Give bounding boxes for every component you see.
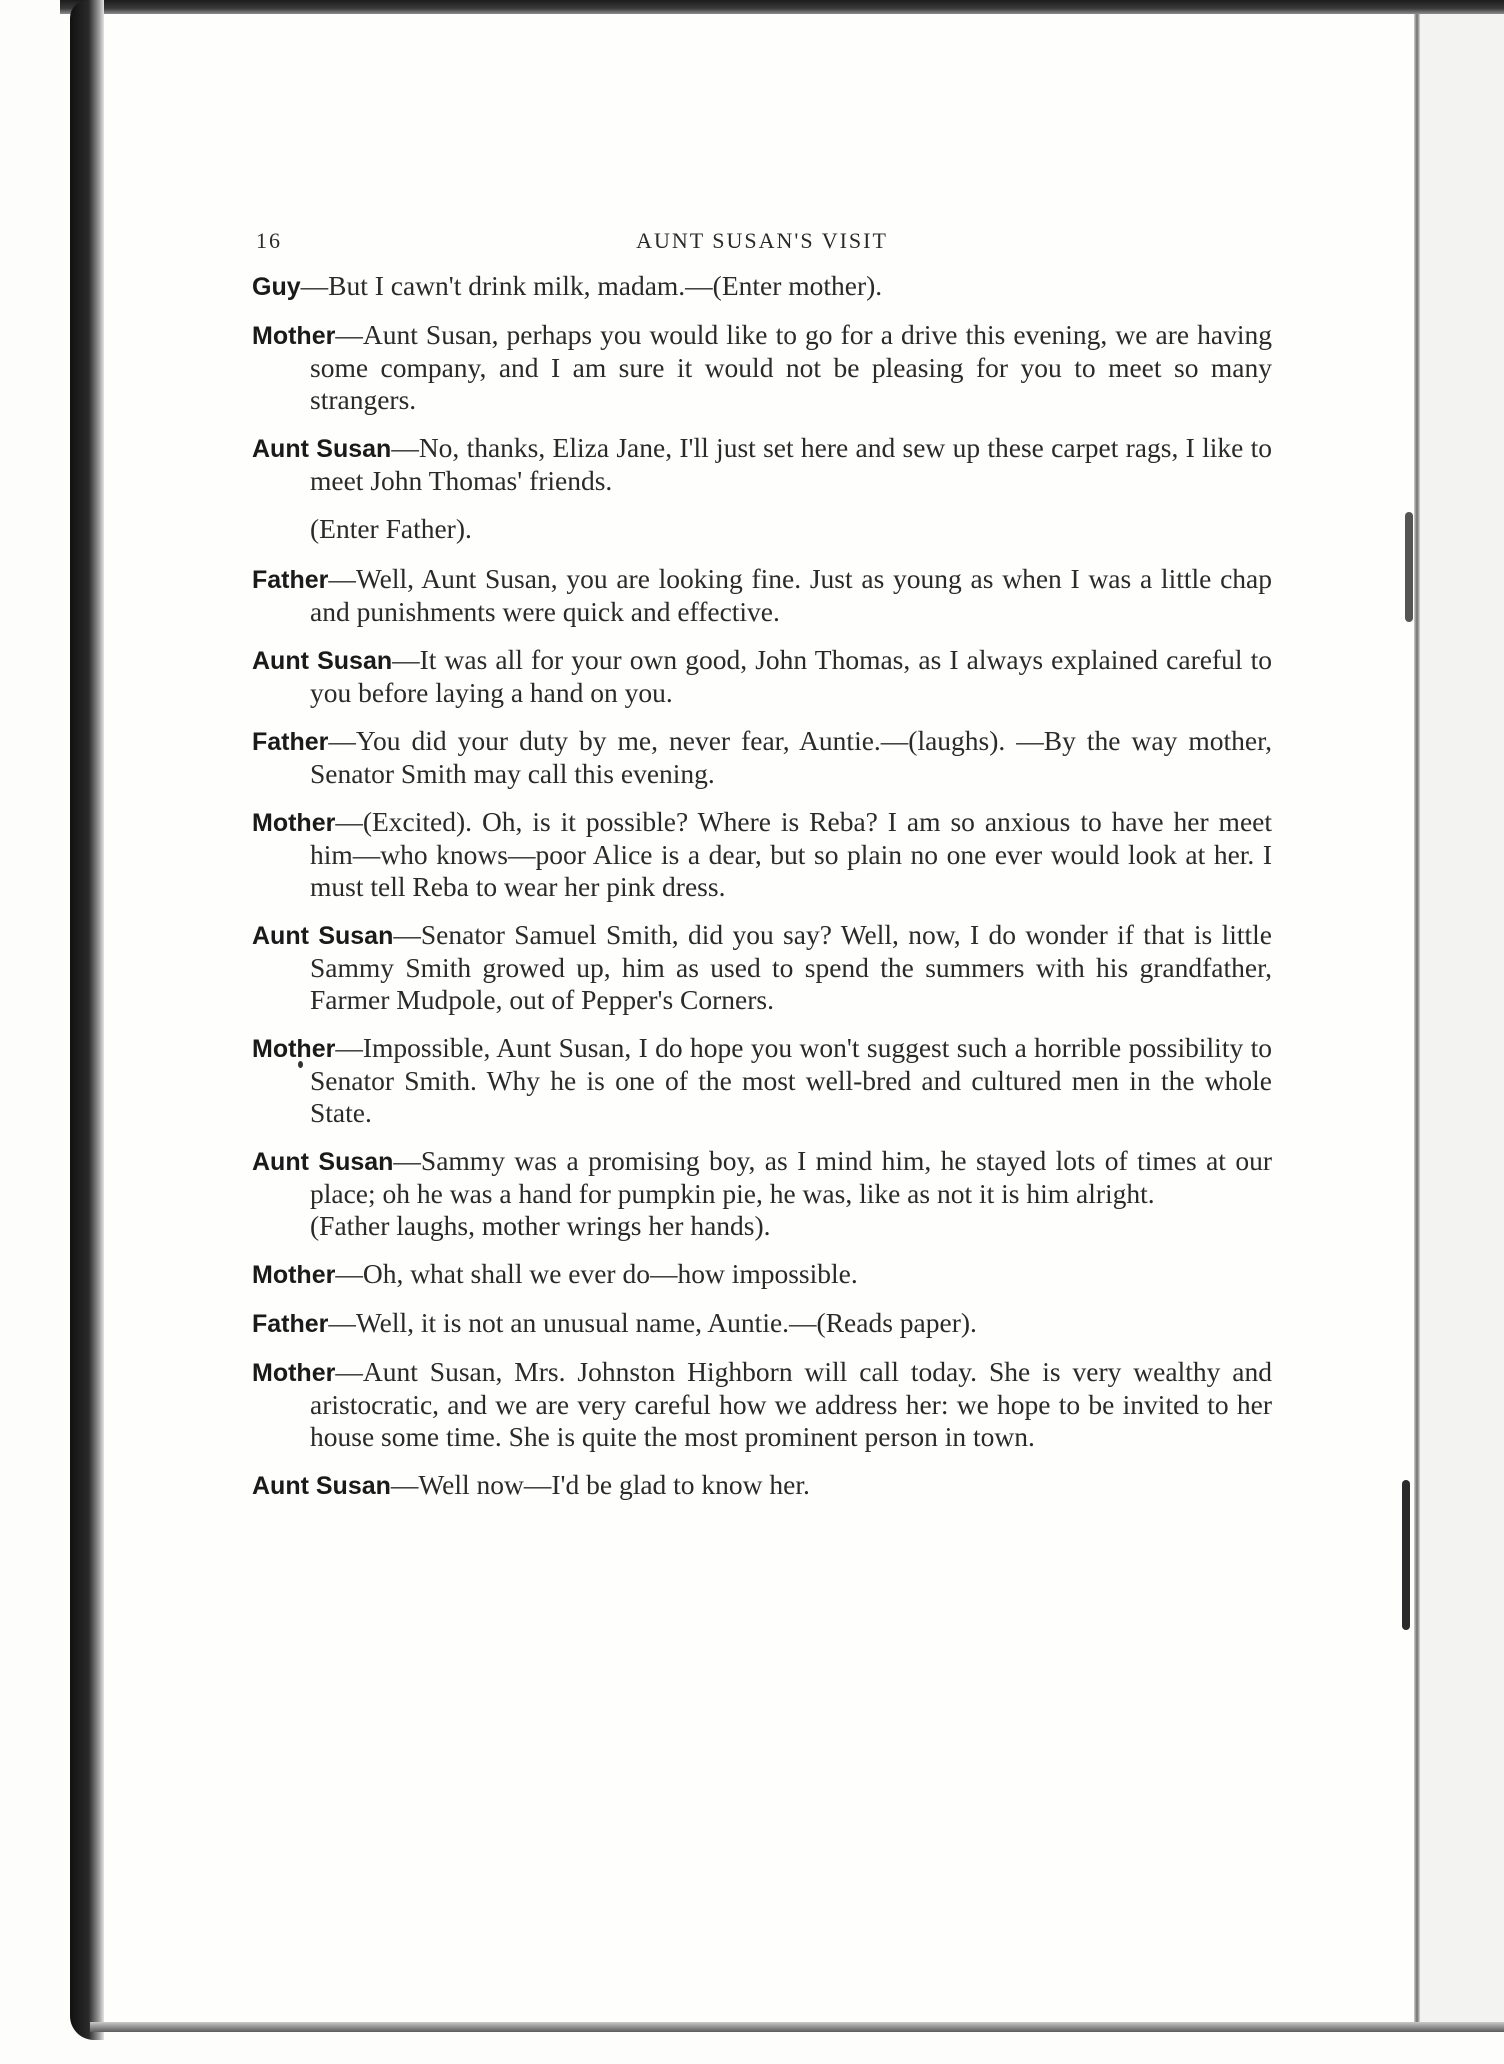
dialogue-line bbox=[252, 563, 1272, 628]
dialogue-text: Well now—I'd be glad to know her. bbox=[418, 1469, 810, 1500]
dialogue-line bbox=[252, 1258, 1272, 1291]
dialogue-text: Aunt Susan, Mrs. Johnston Highborn will call today. She is very wealthy and aristocratic, and we are very careful how we address her: we hope to be invited to her house some time. She is quite the most prominent person in town. bbox=[310, 1356, 1272, 1452]
speaker-name: Aunt Susan bbox=[252, 922, 394, 950]
em-dash: — bbox=[328, 563, 356, 594]
dialogue-line bbox=[252, 319, 1272, 416]
dialogue-text: It was all for your own good, John Thomas, as I always explained careful to you before laying a hand on you. bbox=[310, 644, 1272, 708]
dialogue-text: But I cawn't drink milk, madam.—(Enter mother). bbox=[328, 270, 883, 301]
dialogue-text: No, thanks, Eliza Jane, I'll just set here and sew up these carpet rags, I like to meet John Thomas' friends. bbox=[310, 432, 1272, 496]
em-dash: — bbox=[300, 270, 329, 301]
dialogue-line bbox=[252, 1145, 1272, 1242]
facing-page-margin bbox=[1420, 14, 1504, 2024]
book-edge-bottom bbox=[90, 2022, 1504, 2032]
dialogue-line bbox=[252, 1307, 1272, 1340]
speaker-name: Aunt Susan bbox=[252, 1148, 394, 1176]
speaker-name: Father bbox=[252, 1310, 329, 1338]
book-edge-top bbox=[60, 0, 1504, 14]
em-dash: — bbox=[335, 1258, 363, 1289]
speaker-name: Father bbox=[252, 728, 329, 756]
em-dash: — bbox=[390, 1469, 419, 1500]
dialogue-line bbox=[252, 806, 1272, 903]
dialogue-line bbox=[252, 725, 1272, 790]
dialogue-text: You did your duty by me, never fear, Auntie.—(laughs). —By the way mother, Senator Smith may call this evening. bbox=[310, 725, 1272, 789]
speaker-name: Guy bbox=[252, 273, 301, 301]
book-spine-edge bbox=[70, 0, 104, 2040]
binding-mark bbox=[1405, 512, 1413, 622]
em-dash: — bbox=[393, 919, 421, 950]
em-dash: — bbox=[392, 644, 420, 675]
stage-direction bbox=[310, 513, 1272, 545]
em-dash: — bbox=[328, 1307, 356, 1338]
dialogue-text: Aunt Susan, perhaps you would like to go for a drive this evening, we are having some company, and I am sure it would not be pleasing for you to meet so many strangers. bbox=[310, 319, 1272, 415]
dialogue-line bbox=[252, 644, 1272, 709]
speaker-name: Mother bbox=[252, 1359, 336, 1387]
running-title: AUNT SUSAN'S VISIT bbox=[636, 228, 888, 253]
stage-direction-text: (Father laughs, mother wrings her hands). bbox=[310, 1210, 771, 1241]
dialogue-line bbox=[252, 270, 1272, 303]
binding-mark bbox=[1402, 1480, 1410, 1630]
dialogue-text: Well, it is not an unusual name, Auntie.—(Reads paper). bbox=[355, 1307, 977, 1338]
speaker-name: Mother bbox=[252, 809, 336, 837]
dialogue-line bbox=[252, 1469, 1272, 1502]
speaker-name: Aunt Susan bbox=[252, 1472, 391, 1500]
speaker-name: Aunt Susan bbox=[252, 435, 392, 463]
dialogue-text: Oh, what shall we ever do—how impossible. bbox=[362, 1258, 858, 1289]
page-content bbox=[252, 210, 1272, 1518]
page-number: 16 bbox=[256, 228, 282, 253]
dialogue-text: (Excited). Oh, is it possible? Where is Reba? I am so anxious to have her meet him—who knows—poor Alice is a dear, but so plain no one ever would look at her. I must tell Reba to wear her pink dress. bbox=[310, 806, 1272, 902]
speaker-name: Aunt Susan bbox=[252, 647, 393, 675]
em-dash: — bbox=[391, 432, 419, 463]
em-dash: — bbox=[393, 1145, 421, 1176]
dialogue-line bbox=[252, 1032, 1272, 1129]
dialogue-text: Well, Aunt Susan, you are looking fine. Just as young as when I was a little chap and punishments were quick and effective. bbox=[310, 563, 1272, 627]
speaker-name: Mother bbox=[252, 322, 336, 350]
page-gutter-edge bbox=[1414, 14, 1420, 2024]
dialogue-text: Sammy was a promising boy, as I mind him, he stayed lots of times at our place; oh he was a hand for pumpkin pie, he was, like as not it is him alright. bbox=[310, 1145, 1272, 1209]
speaker-name: Mother bbox=[252, 1035, 336, 1063]
em-dash: — bbox=[328, 725, 356, 756]
dialogue-line bbox=[252, 1356, 1272, 1453]
dialogue-line bbox=[252, 919, 1272, 1016]
em-dash: — bbox=[335, 319, 363, 350]
em-dash: — bbox=[335, 1356, 363, 1387]
running-head bbox=[252, 210, 1272, 270]
dialogue-line bbox=[252, 432, 1272, 497]
dialogue-text: Senator Samuel Smith, did you say? Well, now, I do wonder if that is little Sammy Smith growed up, him as used to spend the summers with his grandfather, Farmer Mudpole, out of Pepper's Corners. bbox=[310, 919, 1272, 1015]
dialogue-text: Impossible, Aunt Susan, I do hope you won't suggest such a horrible possibility to Senator Smith. Why he is one of the most well-bred and cultured men in the whole State. bbox=[310, 1032, 1272, 1128]
speaker-name: Father bbox=[252, 566, 329, 594]
speaker-name: Mother bbox=[252, 1261, 336, 1289]
em-dash: — bbox=[335, 806, 363, 837]
stage-direction-text: (Enter Father). bbox=[310, 513, 472, 544]
em-dash: — bbox=[335, 1032, 363, 1063]
